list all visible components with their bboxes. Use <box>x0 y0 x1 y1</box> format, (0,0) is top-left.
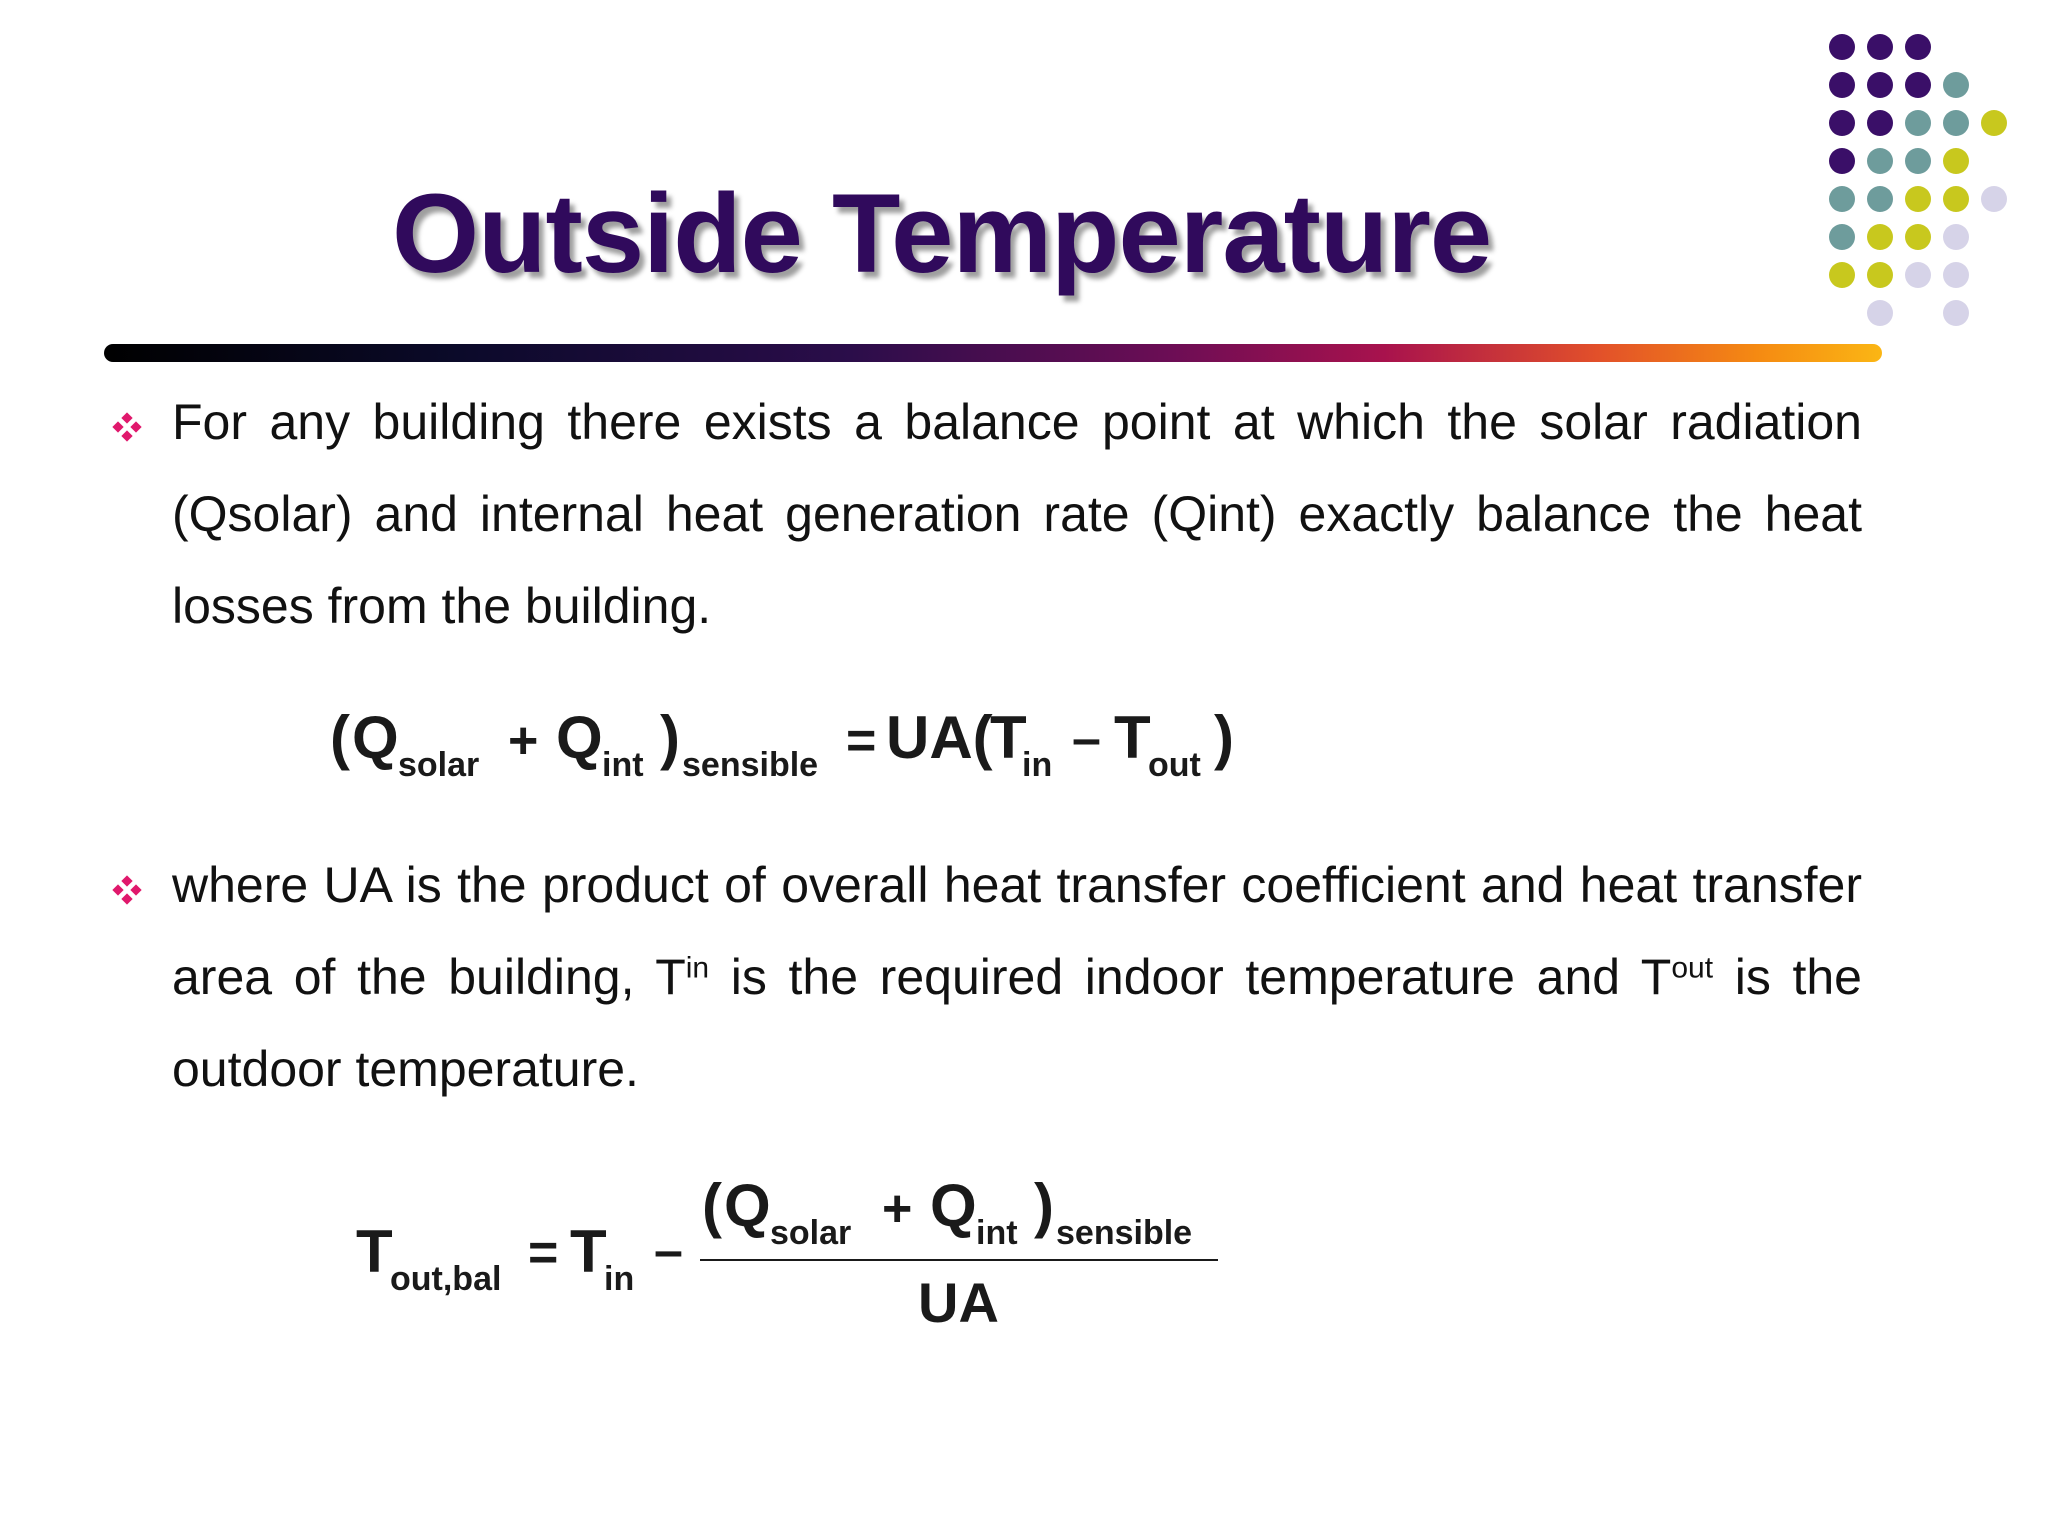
eq1-lparen: ( <box>330 704 350 771</box>
four-diamond-bullet-icon <box>112 875 142 905</box>
decor-dot <box>1867 224 1893 250</box>
eq2-denominator: UA <box>918 1271 999 1334</box>
four-diamond-bullet-icon <box>112 412 142 442</box>
decor-dot <box>1829 148 1855 174</box>
eq1-rparen: ) <box>660 704 680 771</box>
decor-dot <box>1905 186 1931 212</box>
decor-dot <box>1905 148 1931 174</box>
decor-dot <box>1829 262 1855 288</box>
decor-dot <box>1867 148 1893 174</box>
eq2-num-sub: sensible <box>1056 1214 1193 1252</box>
decor-dot <box>1905 110 1931 136</box>
decor-dot <box>1867 300 1893 326</box>
tin-superscript: in <box>685 951 710 985</box>
eq2-num-lparen: ( <box>702 1172 722 1239</box>
decor-dot <box>1829 186 1855 212</box>
equation-balance <box>330 696 1250 791</box>
decor-dot <box>1943 72 1969 98</box>
bullet-text-2-part-2: is the required indoor temperature and T <box>709 949 1672 1005</box>
eq1-plus: + <box>508 712 539 770</box>
eq1-ua: UA( <box>886 704 993 771</box>
decor-dot <box>1943 300 1969 326</box>
eq1-minus: – <box>1072 710 1101 768</box>
decor-dot <box>1867 72 1893 98</box>
decor-dot <box>1905 262 1931 288</box>
eq2-lhs: T <box>356 1218 393 1285</box>
eq2-t-sub: in <box>604 1260 635 1298</box>
decor-dot <box>1943 148 1969 174</box>
equation-balance-temperature <box>356 1166 1256 1341</box>
decor-dot <box>1905 34 1931 60</box>
eq1-t2-sub: out <box>1148 746 1201 784</box>
bullet-text-2-part-3: is the outdoor temperature. <box>172 949 1862 1097</box>
bullet-text-2-part-1: where UA is the product of overall heat transfer coefficient and heat transfer area of the building, T <box>172 857 1862 1005</box>
eq1-t1: T <box>990 704 1027 771</box>
eq1-close: ) <box>1214 704 1234 771</box>
eq2-lhs-sub: out,bal <box>390 1260 502 1298</box>
decor-dot <box>1867 34 1893 60</box>
decor-dot <box>1943 110 1969 136</box>
decor-dot <box>1829 224 1855 250</box>
eq2-num-rparen: ) <box>1034 1172 1054 1239</box>
bullet-text-1: For any building there exists a balance point at which the solar radiation (Qsolar) and internal heat generation rate (Qint) exactly balance the heat losses from the building. <box>172 394 1862 634</box>
eq2-num-q1: Q <box>724 1172 771 1239</box>
decor-dot <box>1943 262 1969 288</box>
gradient-divider <box>104 344 1882 362</box>
decor-dot <box>1905 224 1931 250</box>
eq1-t1-sub: in <box>1022 746 1053 784</box>
eq2-num-q2: Q <box>930 1172 977 1239</box>
decor-dot <box>1905 72 1931 98</box>
eq1-t2: T <box>1114 704 1151 771</box>
eq1-q1-sub: solar <box>398 746 480 784</box>
eq2-num-plus: + <box>882 1180 913 1238</box>
eq1-q2: Q <box>556 704 603 771</box>
decor-dot <box>1981 110 2007 136</box>
eq1-outer-sub: sensible <box>682 746 819 784</box>
decor-dot <box>1943 224 1969 250</box>
decor-dot <box>1981 186 2007 212</box>
eq1-q1: Q <box>352 704 399 771</box>
decor-dot <box>1829 110 1855 136</box>
eq1-equals: = <box>846 712 877 770</box>
eq2-num-q1-sub: solar <box>770 1214 852 1252</box>
decor-dot <box>1867 110 1893 136</box>
eq2-num-q2-sub: int <box>976 1214 1018 1252</box>
decor-dot <box>1867 262 1893 288</box>
decor-dot <box>1943 186 1969 212</box>
tout-superscript: out <box>1671 951 1714 985</box>
eq2-t: T <box>570 1218 607 1285</box>
decor-dot <box>1829 72 1855 98</box>
bullet-text-2 <box>172 839 1862 1115</box>
decor-dot <box>1829 34 1855 60</box>
eq2-equals: = <box>528 1224 559 1282</box>
eq2-minus: – <box>654 1222 683 1280</box>
eq1-q2-sub: int <box>602 746 644 784</box>
decor-dot <box>1867 186 1893 212</box>
slide-title: Outside Temperature <box>392 171 1492 296</box>
